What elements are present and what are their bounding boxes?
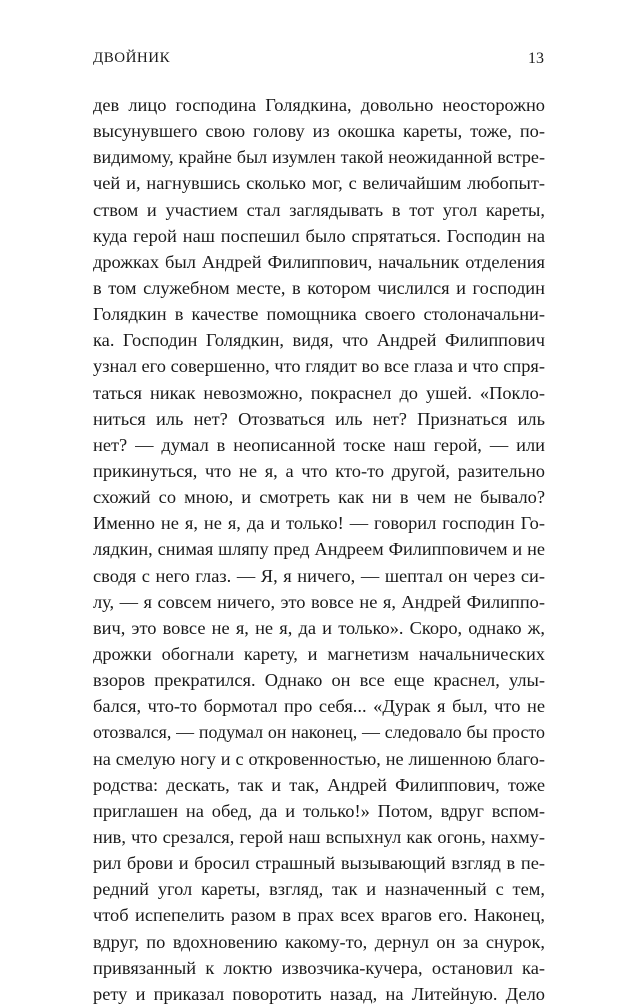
text-line: чей и, нагнувшись сколько мог, с величайшим любопыт- — [93, 173, 545, 194]
text-line: дев лицо господина Голядкина, довольно неосторожно — [93, 95, 545, 115]
text-line: взоров прекратился. Однако он все еще краснел, улы- — [93, 670, 545, 691]
text-line: родства: дескать, так и так, Андрей Филиппович, тоже — [93, 774, 545, 795]
text-line: куда герой наш поспешил было спрятаться. Господин на — [93, 225, 545, 246]
page-number: 13 — [528, 50, 544, 67]
text-line: сводя с него глаз. — Я, я ничего, — шептал он через си- — [93, 565, 545, 586]
text-line: нет? — думал в неописанной тоске наш герой, — или — [93, 434, 545, 455]
text-line: вич, это вовсе не я, не я, да и только». Скоро, однако ж, — [93, 617, 545, 638]
text-line: рил брови и бросил страшный вызывающий взгляд в пе- — [93, 853, 545, 874]
text-line: Именно не я, не я, да и только! — говорил господин Го- — [93, 513, 545, 534]
text-line: привязанный к локтю извозчика-кучера, остановил ка- — [93, 957, 545, 978]
text-line: бался, что-то бормотал про себя... «Дурак я был, что не — [93, 696, 545, 717]
text-line: нив, что срезался, герой наш вспыхнул как огонь, нахму- — [93, 826, 545, 847]
text-line: редний угол кареты, взгляд, так и назначенный с тем, — [93, 879, 545, 900]
text-line: в том служебном месте, в котором числился и господин — [93, 277, 545, 298]
text-line: узнал его совершенно, что глядит во все глаза и что спря- — [93, 356, 545, 377]
text-line: таться никак невозможно, покраснел до ушей. «Покло- — [93, 382, 545, 403]
text-line: на смелую ногу и с откровенностью, не лишенною благо- — [93, 748, 545, 769]
text-line: ка. Господин Голядкин, видя, что Андрей Филиппович — [93, 330, 545, 351]
text-line: вдруг, по вдохновению какому-то, дернул он за снурок, — [93, 931, 545, 952]
text-line: дрожках был Андрей Филиппович, начальник отделения — [93, 251, 545, 272]
text-line: видимому, крайне был изумлен такой неожиданной встре- — [93, 147, 545, 168]
text-line: ниться иль нет? Отозваться иль нет? Признаться иль — [93, 408, 545, 429]
text-line: чтоб испепелить разом в прах всех врагов его. Наконец, — [93, 905, 545, 926]
text-line: высунувшего свою голову из окошка кареты, тоже, по- — [93, 121, 545, 142]
text-line: лядкин, снимая шляпу пред Андреем Филипповичем и не — [93, 539, 545, 560]
text-line: Голядкин в качестве помощника своего столоначальни- — [93, 304, 545, 325]
body-text — [93, 92, 545, 1007]
text-line: лу, — я совсем ничего, это вовсе не я, Андрей Филиппо- — [93, 591, 545, 612]
text-line: дрожки обогнали карету, и магнетизм начальнических — [93, 643, 545, 664]
running-title: ДВОЙНИК — [93, 50, 171, 66]
text-line: рету и приказал поворотить назад, на Литейную. Дело — [93, 983, 545, 1004]
text-line: прикинуться, что не я, а что кто-то другой, разительно — [93, 460, 545, 481]
text-line: схожий со мною, и смотреть как ни в чем не бывало? — [93, 487, 545, 508]
text-line: отозвался, — подумал он наконец, — следовало бы просто — [93, 722, 545, 743]
text-line: приглашен на обед, да и только!» Потом, вдруг вспом- — [93, 800, 545, 821]
text-line: ством и участием стал заглядывать в тот угол кареты, — [93, 199, 545, 220]
